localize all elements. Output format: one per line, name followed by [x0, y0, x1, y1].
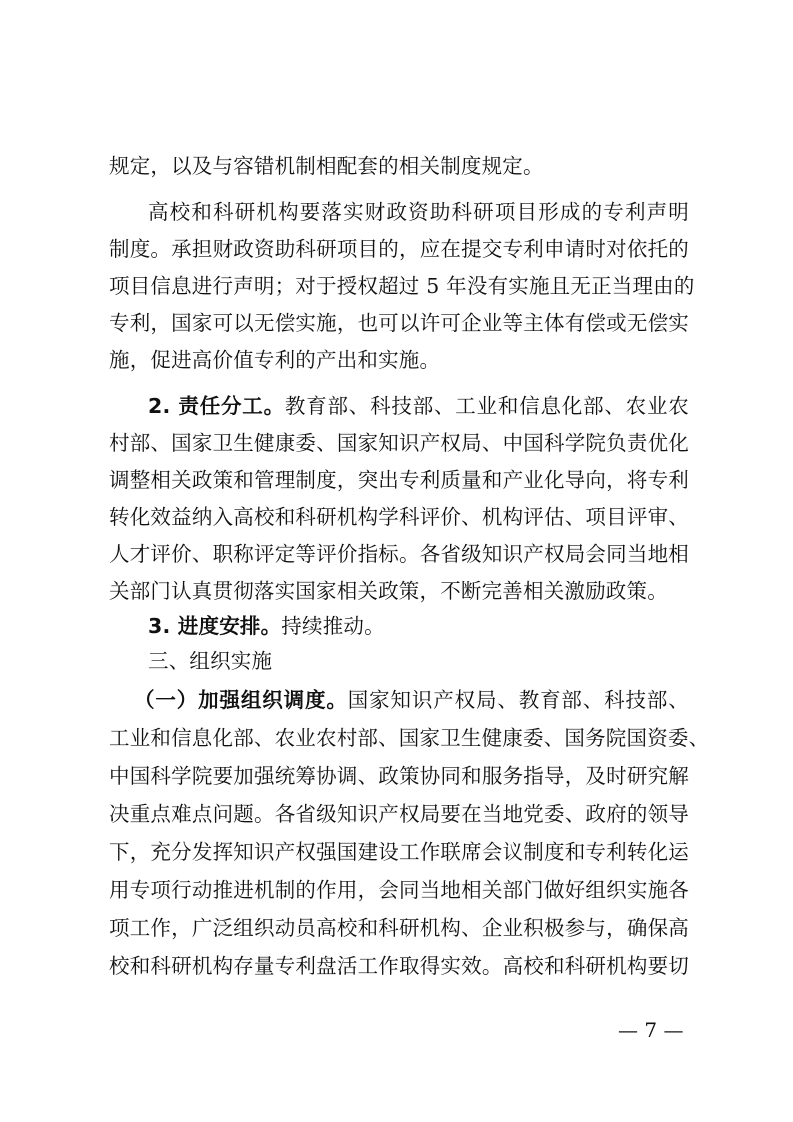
- paragraph-line: 施，促进高价值专利的产出和实施。: [109, 348, 441, 372]
- section-lead: 2. 责任分工。: [148, 394, 285, 418]
- paragraph-line: 决重点难点问题。各省级知识产权局要在当地党委、政府的领导: [109, 802, 689, 826]
- paragraph-text: 教育部、科技部、工业和信息化部、农业农: [284, 394, 689, 418]
- paragraph-line: 工业和信息化部、农业农村部、国家卫生健康委、国务院国资委、: [109, 726, 710, 750]
- paragraph-text: 持续推动。: [281, 614, 385, 638]
- paragraph-line: 下，充分发挥知识产权强国建设工作联席会议制度和专利转化运: [109, 840, 689, 864]
- paragraph-line: 项目信息进行声明；对于授权超过 5 年没有实施且无正当理由的: [109, 274, 695, 298]
- paragraph-line: [148, 386, 689, 426]
- section-lead: （一）加强组织调度。: [134, 688, 348, 712]
- page-number: — 7 —: [618, 1018, 684, 1042]
- paragraph-line: 调整相关政策和管理制度，突出专利质量和产业化导向，将专利: [109, 468, 689, 492]
- paragraph-line: 用专项行动推进机制的作用，会同当地相关部门做好组织实施各: [109, 878, 689, 902]
- paragraph-line: 高校和科研机构要落实财政资助科研项目形成的专利声明: [148, 200, 689, 224]
- section-lead: 3. 进度安排。: [148, 614, 282, 638]
- paragraph-line: 制度。承担财政资助科研项目的，应在提交专利申请时对依托的: [109, 237, 689, 261]
- paragraph-line: 中国科学院要加强统筹协调、政策协同和服务指导，及时研究解: [109, 764, 689, 788]
- paragraph-line: 村部、国家卫生健康委、国家知识产权局、中国科学院负责优化: [109, 431, 689, 455]
- paragraph-line: [134, 680, 689, 720]
- paragraph-line: 人才评价、职称评定等评价指标。各省级知识产权局会同当地相: [109, 542, 689, 566]
- paragraph-line: 转化效益纳入高校和科研机构学科评价、机构评估、项目评审、: [109, 505, 689, 529]
- paragraph-line: [148, 606, 689, 646]
- section-heading: 三、组织实施: [148, 649, 273, 673]
- paragraph-text: 国家知识产权局、教育部、科技部、: [347, 688, 689, 712]
- paragraph-line: 项工作，广泛组织动员高校和科研机构、企业积极参与，确保高: [109, 916, 689, 940]
- paragraph-line: 校和科研机构存量专利盘活工作取得实效。高校和科研机构要切: [109, 954, 689, 978]
- paragraph-line: 专利，国家可以无偿实施，也可以许可企业等主体有偿或无偿实: [109, 311, 689, 335]
- paragraph-line: 规定，以及与容错机制相配套的相关制度规定。: [109, 154, 544, 178]
- paragraph-line: 关部门认真贯彻落实国家相关政策，不断完善相关激励政策。: [109, 579, 668, 603]
